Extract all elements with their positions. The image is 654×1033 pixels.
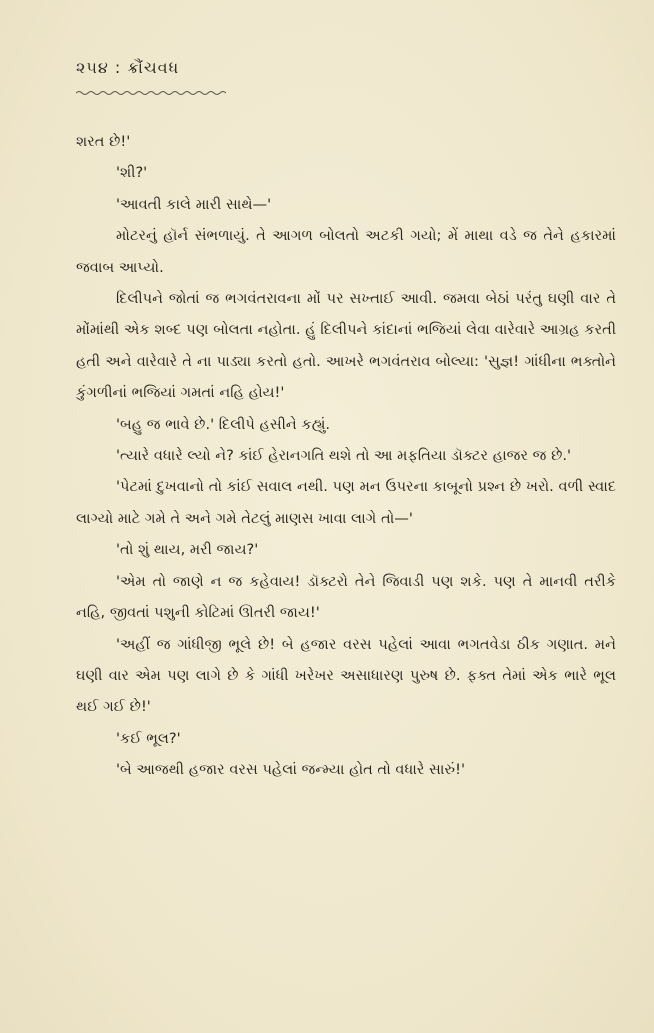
decorative-rule-icon — [76, 90, 226, 96]
paragraph: શરત છે!' — [76, 133, 131, 150]
page-number: ૨૫૪ — [76, 58, 109, 77]
running-header — [76, 58, 179, 78]
paragraph: 'બહુ જ ભાવે છે.' દિલીપે હસીને કહ્યું. — [116, 415, 331, 433]
chapter-title: ક્રૌંચવધ — [127, 58, 180, 77]
paragraph: 'બે આજથી હજાર વરસ પહેલાં જન્મ્યા હોત તો વધારે સારું!' — [116, 761, 465, 779]
paragraph: 'આવતી કાલે મારી સાથે—' — [116, 195, 272, 213]
paragraph: 'એમ તો જાણે ન જ કહેવાય! ડૉક્ટરો તેને જિવાડી પણ શકે. પણ તે માનવી તરીકે નહિ, જીવતાં પશુની કોટિમાં ઊતરી જાય!' — [76, 572, 616, 622]
body-text — [76, 126, 616, 786]
paragraph: 'કઈ ભૂલ?' — [116, 729, 181, 747]
paragraph: દિલીપને જોતાં જ ભગવંતરાવના મોં પર સખ્તાઈ આવી. જમવા બેઠાં પરંતુ ઘણી વાર તે મોંમાંથી એક શબ્દ પણ બોલતા નહોતા. હું દિલીપને કાંદાનાં ભજિયાં લેવા વારેવારે આગ્રહ કરતી હતી અને વારેવારે તે ના પાડ્યા કરતો હતો. આખરે ભગવંતરાવ બોલ્યા: 'સુજ્ઞ! ગાંધીના ભક્તોને કુંગળીનાં ભજિયાં ગમતાં નહિ હોય!' — [76, 290, 616, 402]
header-separator: : — [114, 58, 122, 77]
paragraph: 'તો શું થાય, મરી જાય?' — [116, 541, 259, 559]
paragraph: 'અહીં જ ગાંધીજી ભૂલે છે! બે હજાર વરસ પહેલાં આવા ભગતવેડા ઠીક ગણાત. મને ઘણી વાર એમ પણ લાગે છે કે ગાંધી ખરેખર અસાધારણ પુરુષ છે. ફક્ત તેમાં એક ભારે ભૂલ થઈ ગઈ છે!' — [76, 635, 616, 716]
paragraph: 'પેટમાં દુખવાનો તો કાંઈ સવાલ નથી. પણ મન ઉપરના કાબૂનો પ્રશ્ન છે ખરો. વળી સ્વાદ લાગ્યો માટે ગમે તે અને ગમે તેટલું માણસ ખાવા લાગે તો—' — [76, 478, 616, 527]
paragraph: 'ત્યારે વધારે લ્યો ને? કાંઈ હેરાનગતિ થશે તો આ મફતિયા ડૉક્ટર હાજર જ છે.' — [116, 447, 572, 465]
paragraph: મોટરનું હૉર્ન સંભળાયું. તે આગળ બોલતો અટકી ગયો; મેં માથા વડે જ તેને હકારમાં જવાબ આપ્યો. — [76, 227, 616, 276]
paragraph: 'શી?' — [116, 164, 148, 182]
